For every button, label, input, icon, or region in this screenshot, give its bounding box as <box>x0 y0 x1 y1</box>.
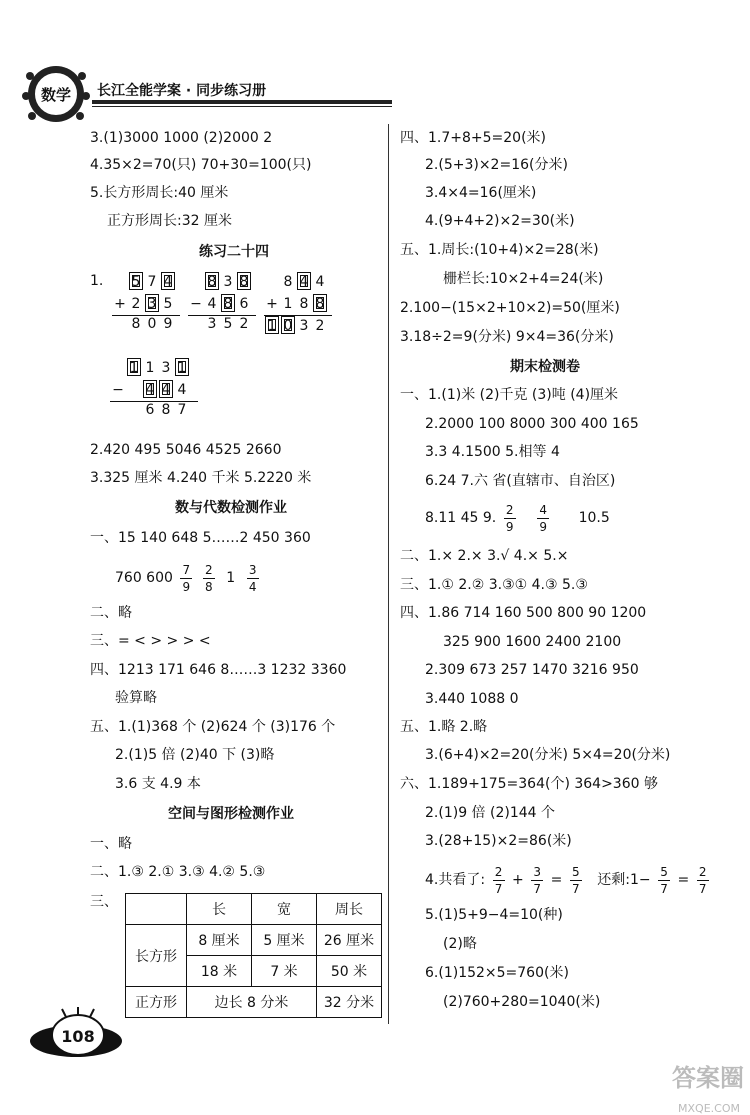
blank-box: 1 <box>265 316 279 334</box>
answer-line: 3.3 4.1500 5.相等 4 <box>425 444 560 460</box>
answer-line: 二、略 <box>90 605 132 621</box>
operator: + <box>266 296 278 312</box>
blank-box: 0 <box>281 316 295 334</box>
column-divider <box>388 124 389 1024</box>
answer-line: 三、= < > > > < <box>90 633 211 649</box>
answer-line: 325 900 1600 2400 2100 <box>443 634 622 650</box>
vertical-calc-1 <box>112 272 180 332</box>
operator: + <box>511 872 524 888</box>
answer-line-fractions <box>425 862 712 898</box>
table-cell: 长 <box>187 894 252 925</box>
digit: 5 <box>223 316 233 332</box>
digit: 7 <box>177 402 187 418</box>
digit: 9 <box>163 316 173 332</box>
operator: = <box>550 872 563 888</box>
fraction: $\frac{3}{7}$ <box>531 865 543 896</box>
answer-line: 栅栏长:10×2+4=24(米) <box>443 271 604 287</box>
watermark-text: 答案圈 <box>672 1064 744 1092</box>
digit: 7 <box>147 274 157 290</box>
answer-line: 六、1.189+175=364(个) 364>360 够 <box>400 776 658 792</box>
page-number: 108 <box>61 1027 95 1046</box>
operator: = <box>677 872 690 888</box>
fraction: $\frac{5}{7}$ <box>658 865 670 896</box>
digit: 2 <box>315 318 325 334</box>
blank-box: 4 <box>159 380 173 398</box>
answer-line: 验算略 <box>115 690 157 706</box>
answer-line: 4.(9+4+2)×2=30(米) <box>425 213 575 229</box>
fraction: $\frac{2}{7}$ <box>697 865 709 896</box>
answer-line: 2.2000 100 8000 300 400 165 <box>425 416 639 432</box>
blank-box: 3 <box>145 294 159 312</box>
badge-text: 数学 <box>40 86 72 104</box>
answer-line: 2.420 495 5046 4525 2660 <box>90 442 282 458</box>
digit: 1 <box>283 296 293 312</box>
vertical-calc-2 <box>188 272 256 332</box>
fraction: $\frac{5}{7}$ <box>570 865 582 896</box>
digit: 3 <box>299 318 309 334</box>
subject-badge-icon <box>20 62 92 126</box>
digit: 3 <box>207 316 217 332</box>
digit: 4 <box>207 296 217 312</box>
label: 4.共看了: <box>425 872 486 888</box>
answer-line: 5.长方形周长:40 厘米 <box>90 185 229 201</box>
answer-line: (2)760+280=1040(米) <box>443 994 601 1010</box>
fraction: $\frac{2}{8}$ <box>203 563 215 594</box>
answer-line: 2.309 673 257 1470 3216 950 <box>425 662 639 678</box>
blank-box: 4 <box>297 272 311 290</box>
fraction: $\frac{2}{9}$ <box>504 503 516 534</box>
table-cell <box>126 894 187 925</box>
digit: 1 <box>145 360 155 376</box>
table-row <box>126 925 382 956</box>
table-cell: 26 厘米 <box>317 925 382 956</box>
answer-line: 3.4×4=16(厘米) <box>425 185 537 201</box>
blank-box: 8 <box>237 272 251 290</box>
section-title: 数与代数检测作业 <box>175 500 287 516</box>
answer-line-fractions <box>425 500 610 536</box>
blank-box: 1 <box>175 358 189 376</box>
vertical-calc-3 <box>264 272 332 334</box>
answer-line: (2)略 <box>443 936 477 952</box>
blank-box: 8 <box>205 272 219 290</box>
blank-box: 8 <box>313 294 327 312</box>
values: 760 600 <box>115 570 173 586</box>
digit: 4 <box>177 382 187 398</box>
answer-line: 五、1.(1)368 个 (2)624 个 (3)176 个 <box>90 719 336 735</box>
digit: 8 <box>283 274 293 290</box>
table-cell: 7 米 <box>252 956 317 987</box>
answer-line: 4.35×2=70(只) 70+30=100(只) <box>90 157 312 173</box>
answer-line: 3.325 厘米 4.240 千米 5.2220 米 <box>90 470 312 486</box>
table-cell: 边长 8 分米 <box>187 987 317 1018</box>
digit: 6 <box>239 296 249 312</box>
section-title: 期末检测卷 <box>510 359 580 375</box>
answer-line: 6.(1)152×5=760(米) <box>425 965 569 981</box>
digit: 2 <box>239 316 249 332</box>
answer-line-fractions <box>115 560 262 596</box>
digit: 0 <box>147 316 157 332</box>
answer-line: 3.18÷2=9(分米) 9×4=36(分米) <box>400 329 614 345</box>
fraction: $\frac{2}{7}$ <box>493 865 505 896</box>
table-cell: 长方形 <box>126 925 187 987</box>
answer-line: 四、1.7+8+5=20(米) <box>400 130 547 146</box>
answer-line: 三、1.① 2.② 3.③① 4.③ 5.③ <box>400 577 588 593</box>
fraction: $\frac{3}{4}$ <box>247 563 259 594</box>
table-cell: 5 厘米 <box>252 925 317 956</box>
page-number-decoration-icon <box>26 1005 126 1065</box>
answer-line: 三、 <box>90 894 118 910</box>
digit: 5 <box>163 296 173 312</box>
blank-box: 5 <box>129 272 143 290</box>
operator: + <box>114 296 126 312</box>
answer-line: 3.(28+15)×2=86(米) <box>425 833 572 849</box>
digit: 8 <box>161 402 171 418</box>
answer-line: 2.(1)5 倍 (2)40 下 (3)略 <box>115 747 275 763</box>
table-cell: 50 米 <box>317 956 382 987</box>
question-number: 1. <box>90 273 104 289</box>
section-title: 空间与图形检测作业 <box>168 806 294 822</box>
answer-line: 一、1.(1)米 (2)千克 (3)吨 (4)厘米 <box>400 387 619 403</box>
answer-table <box>125 893 382 1018</box>
header-rule <box>92 100 392 104</box>
fraction: $\frac{4}{9}$ <box>537 503 549 534</box>
answer-line: 3.6 支 4.9 本 <box>115 776 201 792</box>
answer-line: 2.(1)9 倍 (2)144 个 <box>425 805 555 821</box>
section-title: 练习二十四 <box>199 244 269 260</box>
answer-line: 5.(1)5+9−4=10(种) <box>425 907 563 923</box>
table-cell: 宽 <box>252 894 317 925</box>
vertical-calc-4 <box>110 358 198 418</box>
operator: − <box>190 296 202 312</box>
answer-line: 四、1213 171 646 8……3 1232 3360 <box>90 662 347 678</box>
watermark-url: MXQE.COM <box>678 1102 740 1115</box>
value: 10.5 <box>578 510 610 526</box>
header-rule-thin <box>92 106 392 107</box>
digit: 8 <box>131 316 141 332</box>
answer-line: 二、1.③ 2.① 3.③ 4.② 5.③ <box>90 864 266 880</box>
digit: 6 <box>145 402 155 418</box>
table-cell: 周长 <box>317 894 382 925</box>
table-row <box>126 894 382 925</box>
table-cell: 18 米 <box>187 956 252 987</box>
blank-box: 4 <box>143 380 157 398</box>
answer-line: 2.(5+3)×2=16(分米) <box>425 157 568 173</box>
table-cell: 8 厘米 <box>187 925 252 956</box>
digit: 4 <box>315 274 325 290</box>
answer-line: 3.(6+4)×2=20(分米) 5×4=20(分米) <box>425 747 671 763</box>
blank-box: 4 <box>161 272 175 290</box>
answer-line: 五、1.周长:(10+4)×2=28(米) <box>400 242 599 258</box>
answer-line: 3.440 1088 0 <box>425 691 519 707</box>
digit: 3 <box>223 274 233 290</box>
digit: 8 <box>299 296 309 312</box>
blank-box: 1 <box>127 358 141 376</box>
answer-line: 二、1.× 2.× 3.√ 4.× 5.× <box>400 548 569 564</box>
table-cell: 正方形 <box>126 987 187 1018</box>
answer-line: 四、1.86 714 160 500 800 90 1200 <box>400 605 647 621</box>
label: 还剩:1− <box>597 872 651 888</box>
answer-line: 3.(1)3000 1000 (2)2000 2 <box>90 130 273 146</box>
book-title: 长江全能学案 · 同步练习册 <box>97 83 267 99</box>
answer-line: 五、1.略 2.略 <box>400 719 488 735</box>
values: 8.11 45 9. <box>425 510 497 526</box>
table-cell: 32 分米 <box>317 987 382 1018</box>
table-row <box>126 987 382 1018</box>
fraction: $\frac{7}{9}$ <box>180 563 192 594</box>
answer-line: 一、15 140 648 5……2 450 360 <box>90 530 311 546</box>
answer-line: 2.100−(15×2+10×2)=50(厘米) <box>400 300 620 316</box>
digit: 2 <box>131 296 141 312</box>
answer-line: 一、略 <box>90 836 132 852</box>
blank-box: 8 <box>221 294 235 312</box>
operator: − <box>112 382 124 398</box>
answer-line: 正方形周长:32 厘米 <box>107 213 232 229</box>
value: 1 <box>226 570 236 586</box>
digit: 3 <box>161 360 171 376</box>
answer-line: 6.24 7.六 省(直辖市、自治区) <box>425 473 616 489</box>
